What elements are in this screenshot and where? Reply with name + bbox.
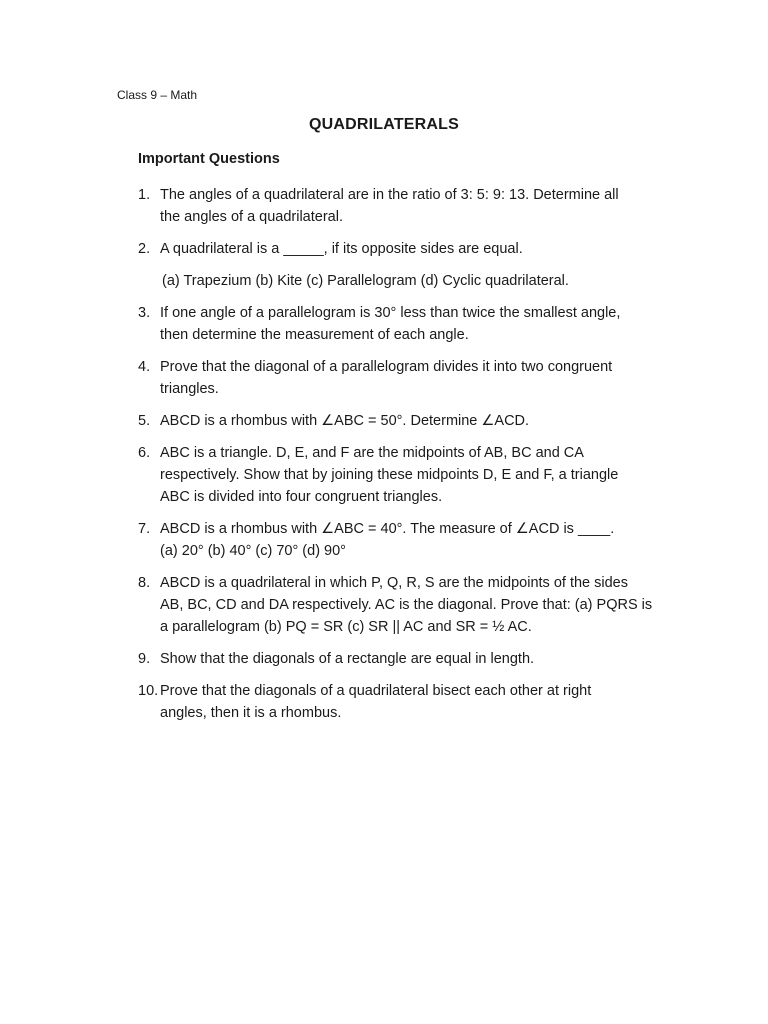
- question-item: [138, 518, 658, 562]
- question-text-line: the angles of a quadrilateral.: [160, 209, 343, 225]
- question-item: [138, 680, 658, 724]
- question-item: [138, 238, 658, 292]
- question-number: 3.: [138, 305, 151, 321]
- answer-options: (a) Trapezium (b) Kite (c) Parallelogram (d) Cyclic quadrilateral.: [162, 273, 569, 289]
- question-text: [160, 442, 658, 508]
- question-text-line: ABCD is a quadrilateral in which P, Q, R, S are the midpoints of the sides: [160, 575, 628, 591]
- question-number: 5.: [138, 413, 151, 429]
- question-text: [160, 572, 658, 638]
- question-number: 7.: [138, 521, 151, 537]
- question-text: [160, 680, 658, 724]
- question-row: [138, 518, 658, 562]
- question-row: [138, 238, 658, 260]
- question-text-line: Show that the diagonals of a rectangle are equal in length.: [160, 651, 535, 667]
- question-text-line: respectively. Show that by joining these midpoints D, E and F, a triangle: [160, 467, 619, 483]
- question-number: 6.: [138, 445, 151, 461]
- question-text-line: ABCD is a rhombus with ∠ABC = 50°. Determine ∠ACD.: [160, 413, 530, 429]
- question-text-line: A quadrilateral is a _____, if its opposite sides are equal.: [160, 241, 523, 257]
- question-text-line: ABC is divided into four congruent triangles.: [160, 489, 443, 505]
- question-text-line: Prove that the diagonals of a quadrilateral bisect each other at right: [160, 683, 592, 699]
- question-row: [138, 302, 658, 346]
- question-item: [138, 410, 658, 432]
- question-row: [138, 572, 658, 638]
- question-text-line: ABC is a triangle. D, E, and F are the midpoints of AB, BC and CA: [160, 445, 584, 461]
- question-number: 10.: [138, 683, 159, 699]
- question-text-line: triangles.: [160, 381, 219, 397]
- question-text: [160, 410, 658, 432]
- question-text-line: Prove that the diagonal of a parallelogram divides it into two congruent: [160, 359, 613, 375]
- question-text-line: then determine the measurement of each angle.: [160, 327, 469, 343]
- question-text: [160, 648, 658, 670]
- question-item: [138, 356, 658, 400]
- question-text: [160, 184, 658, 228]
- question-row: [138, 648, 658, 670]
- question-text: [160, 238, 658, 260]
- question-row: [138, 410, 658, 432]
- question-text-line: The angles of a quadrilateral are in the ratio of 3: 5: 9: 13. Determine all: [160, 187, 619, 203]
- question-text-line: angles, then it is a rhombus.: [160, 705, 342, 721]
- question-text-line: ABCD is a rhombus with ∠ABC = 40°. The measure of ∠ACD is ____.: [160, 521, 615, 537]
- question-text-line: AB, BC, CD and DA respectively. AC is the diagonal. Prove that: (a) PQRS is: [160, 597, 653, 613]
- question-item: [138, 442, 658, 508]
- question-row: [138, 356, 658, 400]
- question-item: [138, 648, 658, 670]
- question-number: 4.: [138, 359, 151, 375]
- question-row: [138, 184, 658, 228]
- question-number: 2.: [138, 241, 151, 257]
- question-text: [160, 518, 658, 562]
- question-text: [160, 356, 658, 400]
- question-number: 9.: [138, 651, 151, 667]
- question-list: [138, 184, 658, 724]
- page-title: QUADRILATERALS: [308, 116, 460, 133]
- question-item: [138, 572, 658, 638]
- question-item: [138, 184, 658, 228]
- question-row: [138, 442, 658, 508]
- question-text-line: a parallelogram (b) PQ = SR (c) SR || AC and SR = ½ AC.: [160, 619, 532, 635]
- question-number: 8.: [138, 575, 151, 591]
- question-number: 1.: [138, 187, 151, 203]
- question-row: [138, 680, 658, 724]
- class-label: Class 9 – Math: [117, 88, 198, 102]
- question-text: [160, 302, 658, 346]
- section-heading: Important Questions: [138, 151, 280, 167]
- question-text-line: (a) 20° (b) 40° (c) 70° (d) 90°: [160, 543, 346, 559]
- question-text-line: If one angle of a parallelogram is 30° less than twice the smallest angle,: [160, 305, 621, 321]
- question-item: [138, 302, 658, 346]
